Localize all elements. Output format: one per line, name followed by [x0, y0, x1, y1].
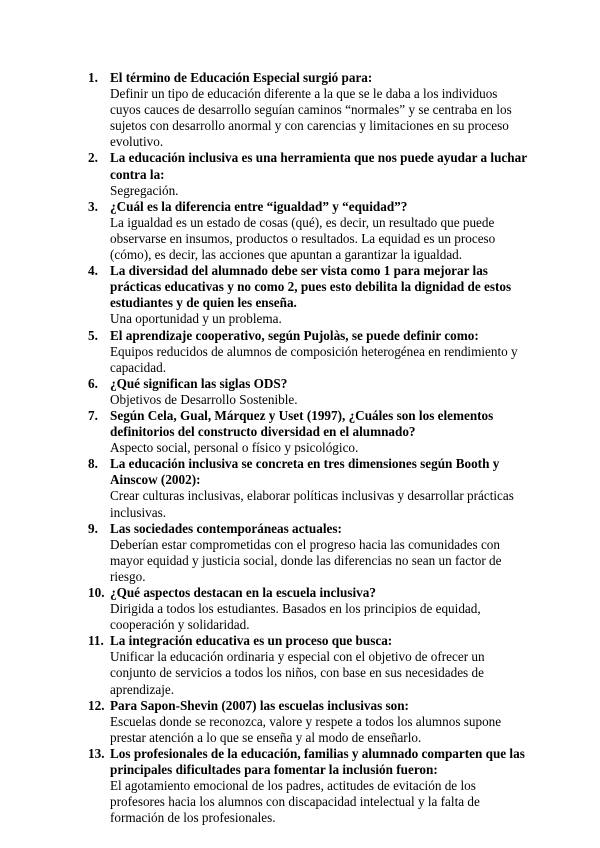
question-item — [88, 746, 528, 826]
answer-text: Definir un tipo de educación diferente a la que se le daba a los individuos cuyos cauces de desarrollo seguían caminos “normales” y se centraba en los sujetos con desarrollo anormal y con carencias y limitaciones en su proceso evolutivo. — [110, 86, 512, 150]
item-number: 13. — [88, 745, 105, 761]
question-text: El término de Educación Especial surgió para: — [110, 70, 373, 85]
question-text: Para Sapon-Shevin (2007) las escuelas inclusivas son: — [110, 697, 409, 713]
question-item — [88, 521, 528, 585]
answer-text: Aspecto social, personal o físico y psicológico. — [110, 440, 359, 456]
item-number: 6. — [88, 375, 98, 391]
item-number: 4. — [88, 263, 98, 279]
question-item — [88, 328, 528, 376]
item-number: 3. — [88, 198, 98, 214]
question-text: La educación inclusiva se concreta en tres dimensiones según Booth y Ainscow (2002): — [110, 456, 500, 488]
question-item — [88, 199, 528, 263]
answer-text: Dirigida a todos los estudiantes. Basados en los principios de equidad, cooperación y solidaridad. — [110, 601, 481, 633]
question-item — [88, 376, 528, 408]
answer-text: Crear culturas inclusivas, elaborar políticas inclusivas y desarrollar prácticas inclusivas. — [110, 488, 514, 520]
question-list — [88, 70, 528, 826]
question-text: Las sociedades contemporáneas actuales: — [110, 520, 342, 536]
item-number: 5. — [88, 327, 98, 343]
answer-text: Una oportunidad y un problema. — [110, 311, 282, 327]
answer-text: Unificar la educación ordinaria y especial con el objetivo de ofrecer un conjunto de servicios a todos los niños, con base en sus necesidades de aprendizaje. — [110, 649, 485, 697]
answer-text: El agotamiento emocional de los padres, actitudes de evitación de los profesores hacia los alumnos con discapacidad intelectual y la falta de formación de los profesionales. — [110, 778, 480, 826]
item-number: 8. — [88, 456, 98, 472]
answer-text: La igualdad es un estado de cosas (qué), es decir, un resultado que puede observarse en insumos, productos o resultados. La equidad es un proceso (cómo), es decir, las acciones que apuntan a garantizar la igualdad. — [110, 214, 496, 263]
item-number: 7. — [88, 407, 98, 423]
item-number: 11. — [88, 633, 104, 649]
question-item — [88, 263, 528, 327]
item-number: 2. — [88, 150, 98, 166]
answer-text: Deberían estar comprometidas con el progreso hacia las comunidades con mayor equidad y justicia social, donde las diferencias no sean un factor de riesgo. — [110, 536, 502, 584]
question-item — [88, 633, 528, 697]
question-text: Según Cela, Gual, Márquez y Uset (1997), ¿Cuáles son los elementos definitorios del constructo diversidad en el alumnado? — [110, 407, 494, 440]
question-text: La educación inclusiva es una herramienta que nos puede ayudar a luchar contra la: — [110, 150, 527, 182]
item-number: 12. — [88, 697, 105, 713]
question-text: ¿Qué significan las siglas ODS? — [110, 375, 288, 391]
answer-text: Objetivos de Desarrollo Sostenible. — [110, 391, 298, 407]
question-item — [88, 698, 528, 746]
question-text: Los profesionales de la educación, familias y alumnado comparten que las principales dificultades para fomentar la inclusión fueron: — [110, 745, 525, 778]
question-item — [88, 70, 528, 150]
question-item — [88, 456, 528, 520]
question-text: La integración educativa es un proceso que busca: — [110, 633, 393, 649]
question-text: La diversidad del alumnado debe ser vista como 1 para mejorar las prácticas educativas y no como 2, pues esto debilita la dignidad de estos estudiantes y de quien les enseña. — [110, 263, 512, 311]
question-text: El aprendizaje cooperativo, según Pujolàs, se puede definir como: — [110, 327, 479, 343]
question-text: ¿Cuál es la diferencia entre “igualdad” y “equidad”? — [110, 198, 408, 214]
item-number: 1. — [88, 70, 98, 85]
question-item — [88, 150, 528, 198]
answer-text: Escuelas donde se reconozca, valore y respete a todos los alumnos supone prestar atención a lo que se enseña y al modo de enseñarlo. — [110, 713, 502, 745]
question-item — [88, 585, 528, 633]
question-text: ¿Qué aspectos destacan en la escuela inclusiva? — [110, 585, 376, 600]
item-number: 9. — [88, 520, 98, 536]
answer-text: Segregación. — [110, 182, 179, 198]
question-item — [88, 408, 528, 456]
item-number: 10. — [88, 585, 105, 600]
answer-text: Equipos reducidos de alumnos de composición heterogénea en rendimiento y capacidad. — [110, 343, 518, 375]
